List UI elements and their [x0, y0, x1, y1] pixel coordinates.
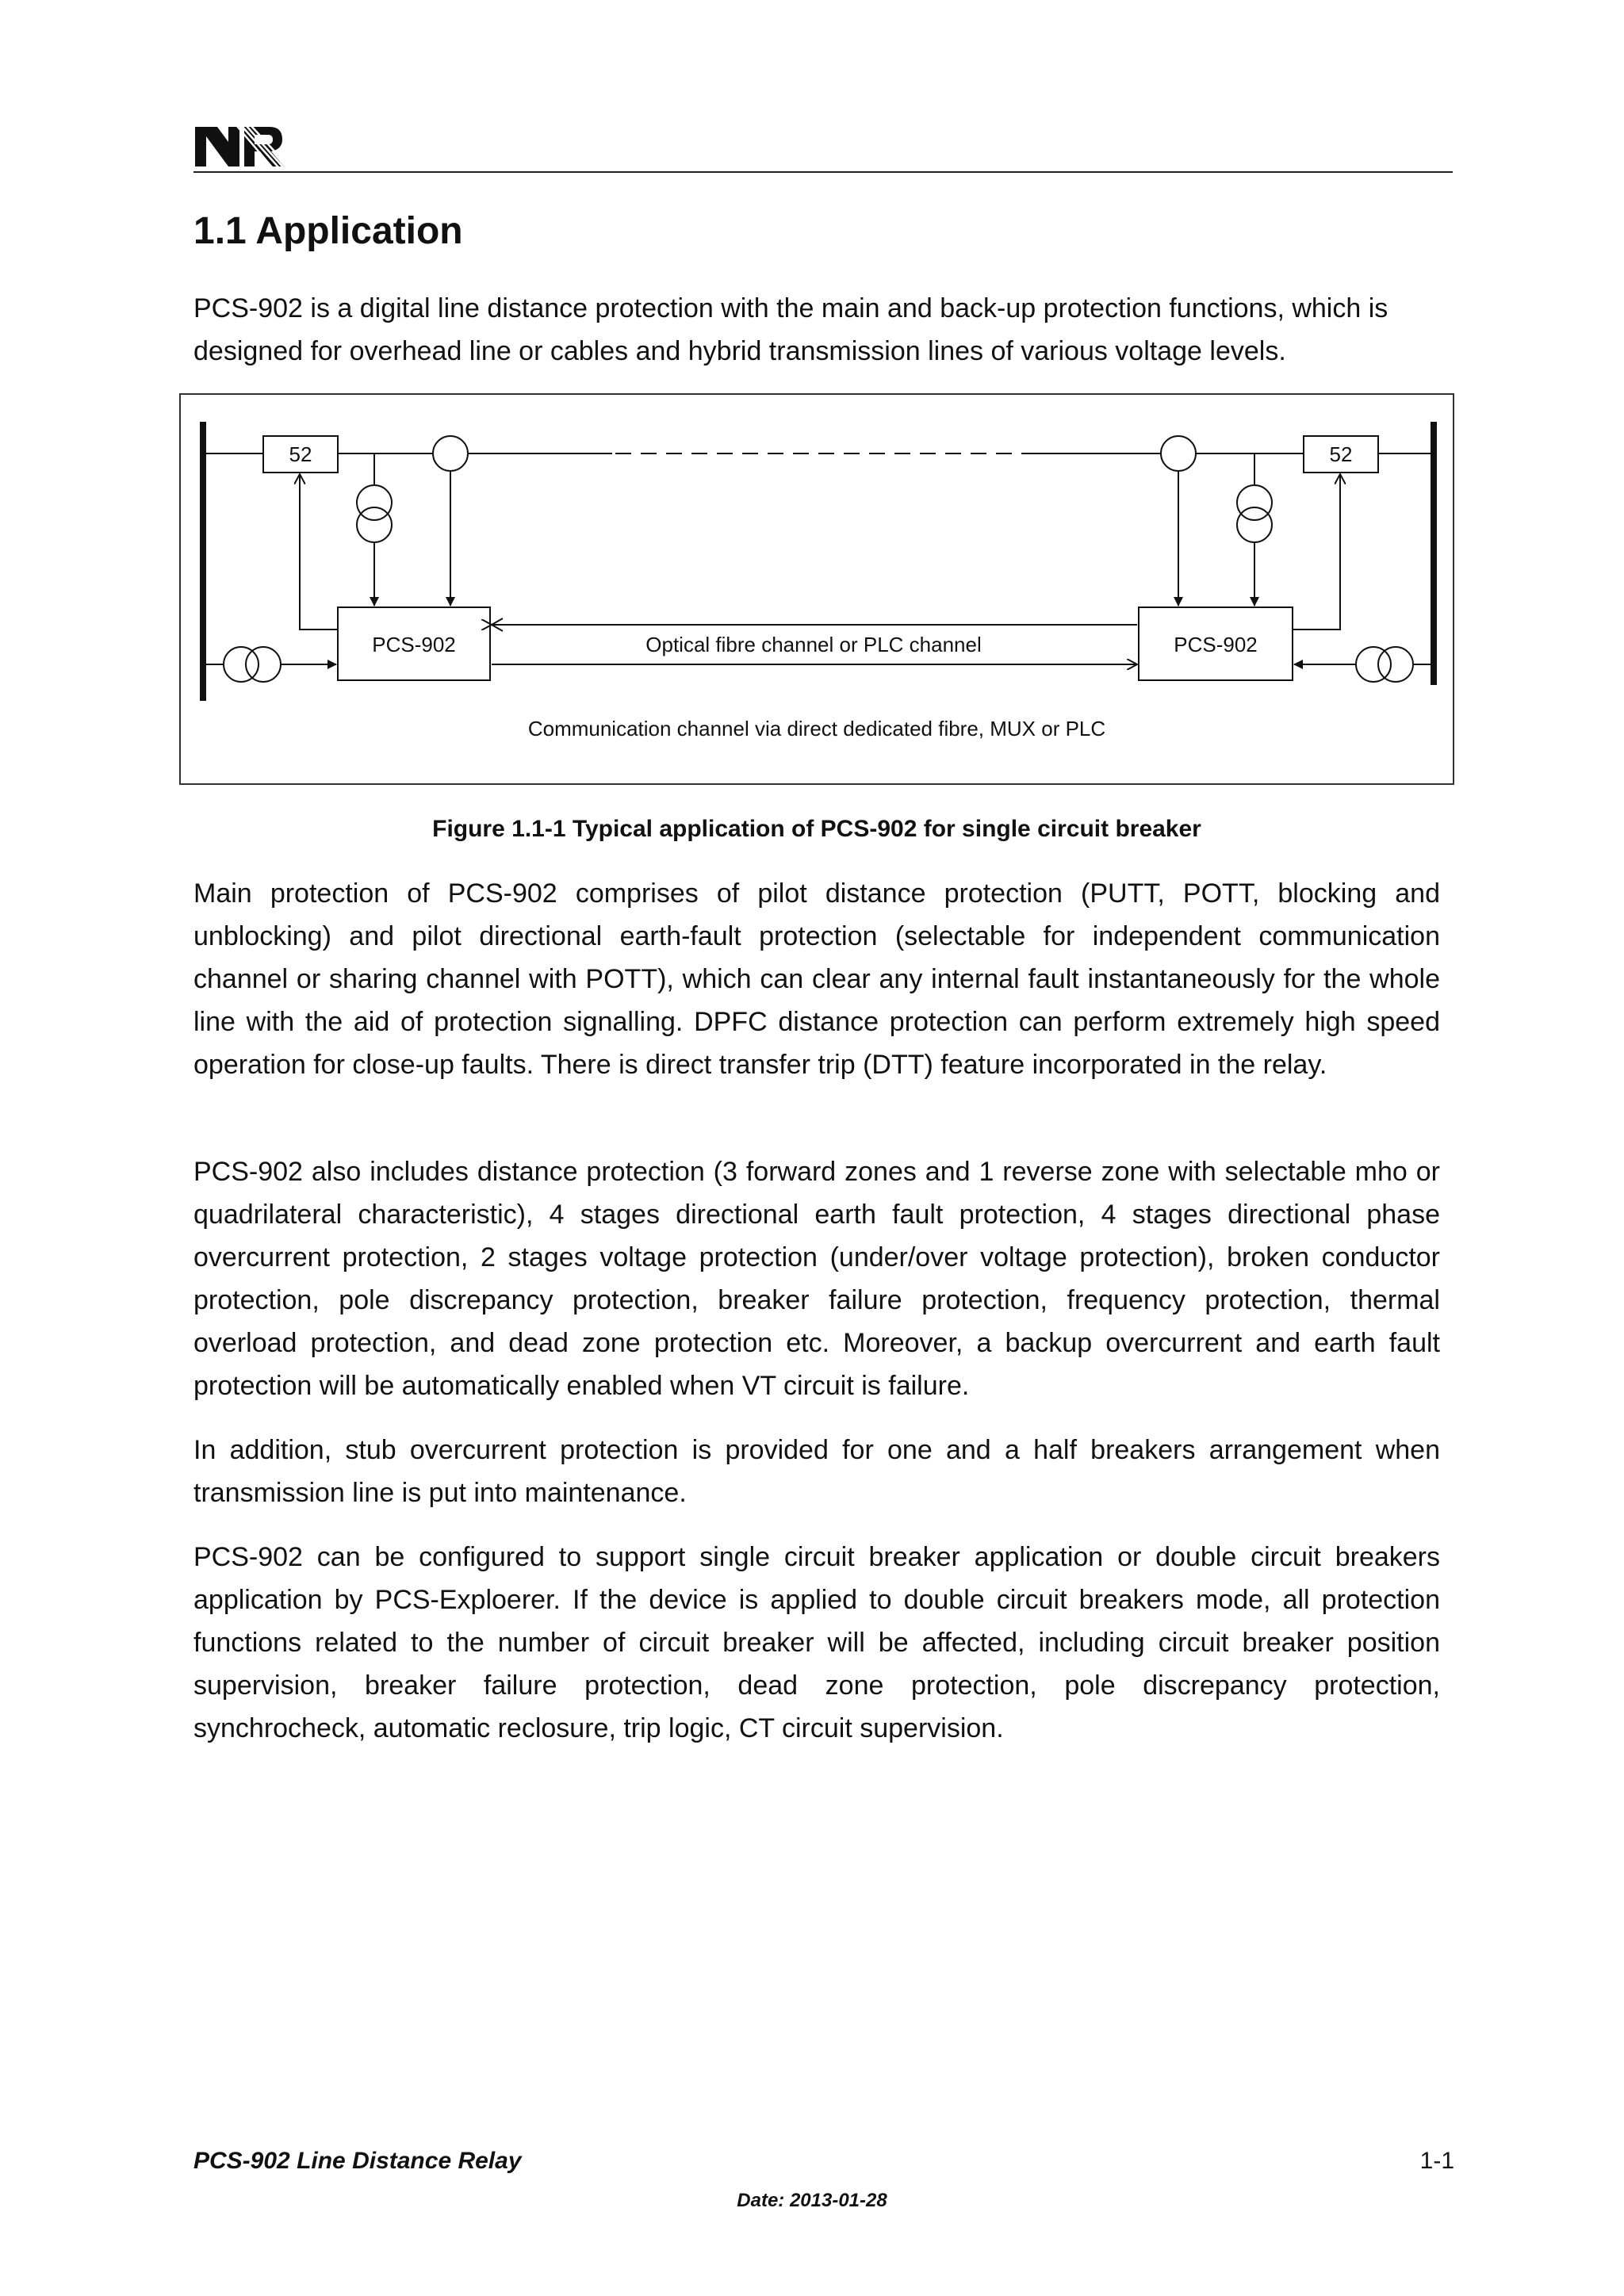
paragraph-main-protection: Main protection of PCS-902 comprises of pilot distance protection (PUTT, POTT, blocking and unblocking) and pilot directional earth-fault protection (selectable for independent communication channel or sharing channel with POTT), which can clear any internal fault instantaneously for the whole line with the aid of protection signalling. DPFC distance protection can perform extremely high speed operation for close-up faults. There is direct transfer trip (DTT) feature incorporated in the relay. — [193, 878, 1440, 1080]
footer-title: PCS-902 Line Distance Relay — [193, 2148, 522, 2174]
ct-left-upper — [357, 485, 392, 520]
paragraph-configuration: PCS-902 can be configured to support single circuit breaker application or double circuit breakers application by PCS-Exploerer. If the device is applied to double circuit breakers mode, all protection functions related to the number of circuit breaker will be affected, including circuit breaker position supervision, breaker failure protection, dead zone protection, pole discrepancy protection, synchrocheck, automatic reclosure, trip logic, CT circuit supervision. — [193, 1542, 1440, 1743]
breaker-left-label: 52 — [289, 442, 312, 466]
comm-channel-label: Communication channel via direct dedicated fibre, MUX or PLC — [527, 717, 1106, 740]
paragraph-stub-protection: In addition, stub overcurrent protection is provided for one and a half breakers arrangement when transmission line is put into maintenance. — [193, 1435, 1440, 1508]
channel-label: Optical fibre channel or PLC channel — [645, 633, 982, 656]
company-logo — [193, 116, 289, 171]
vt-left — [433, 436, 468, 471]
ct-right-upper — [1237, 485, 1272, 520]
vt-right — [1161, 436, 1196, 471]
bus-ct-right-b — [1378, 647, 1413, 682]
intro-paragraph: PCS-902 is a digital line distance protection with the main and back-up protection functions, which is designed for overhead line or cables and hybrid transmission lines of various voltage levels. — [193, 293, 1388, 366]
bus-ct-left-a — [224, 647, 259, 682]
application-diagram — [179, 393, 1454, 785]
section-title: 1.1 Application — [193, 210, 463, 252]
page-number: 1-1 — [1419, 2148, 1454, 2174]
header-rule — [193, 171, 1453, 173]
figure-caption: Figure 1.1-1 Typical application of PCS-902 for single circuit breaker — [432, 816, 1201, 842]
breaker-right-label: 52 — [1329, 442, 1353, 466]
footer-date: Date: 2013-01-28 — [737, 2190, 887, 2211]
relay-right-label: PCS-902 — [1174, 633, 1258, 656]
relay-left-label: PCS-902 — [372, 633, 456, 656]
paragraph-backup-protection: PCS-902 also includes distance protection (3 forward zones and 1 reverse zone with selectable mho or quadrilateral characteristic), 4 stages directional earth fault protection, 4 stages directional phase overcurrent protection, 2 stages voltage protection (under/over voltage protection), broken conductor protection, pole discrepancy protection, breaker failure protection, frequency protection, thermal overload protection, and dead zone protection etc. Moreover, a backup overcurrent and earth fault protection will be automatically enabled when VT circuit is failure. — [193, 1157, 1440, 1401]
